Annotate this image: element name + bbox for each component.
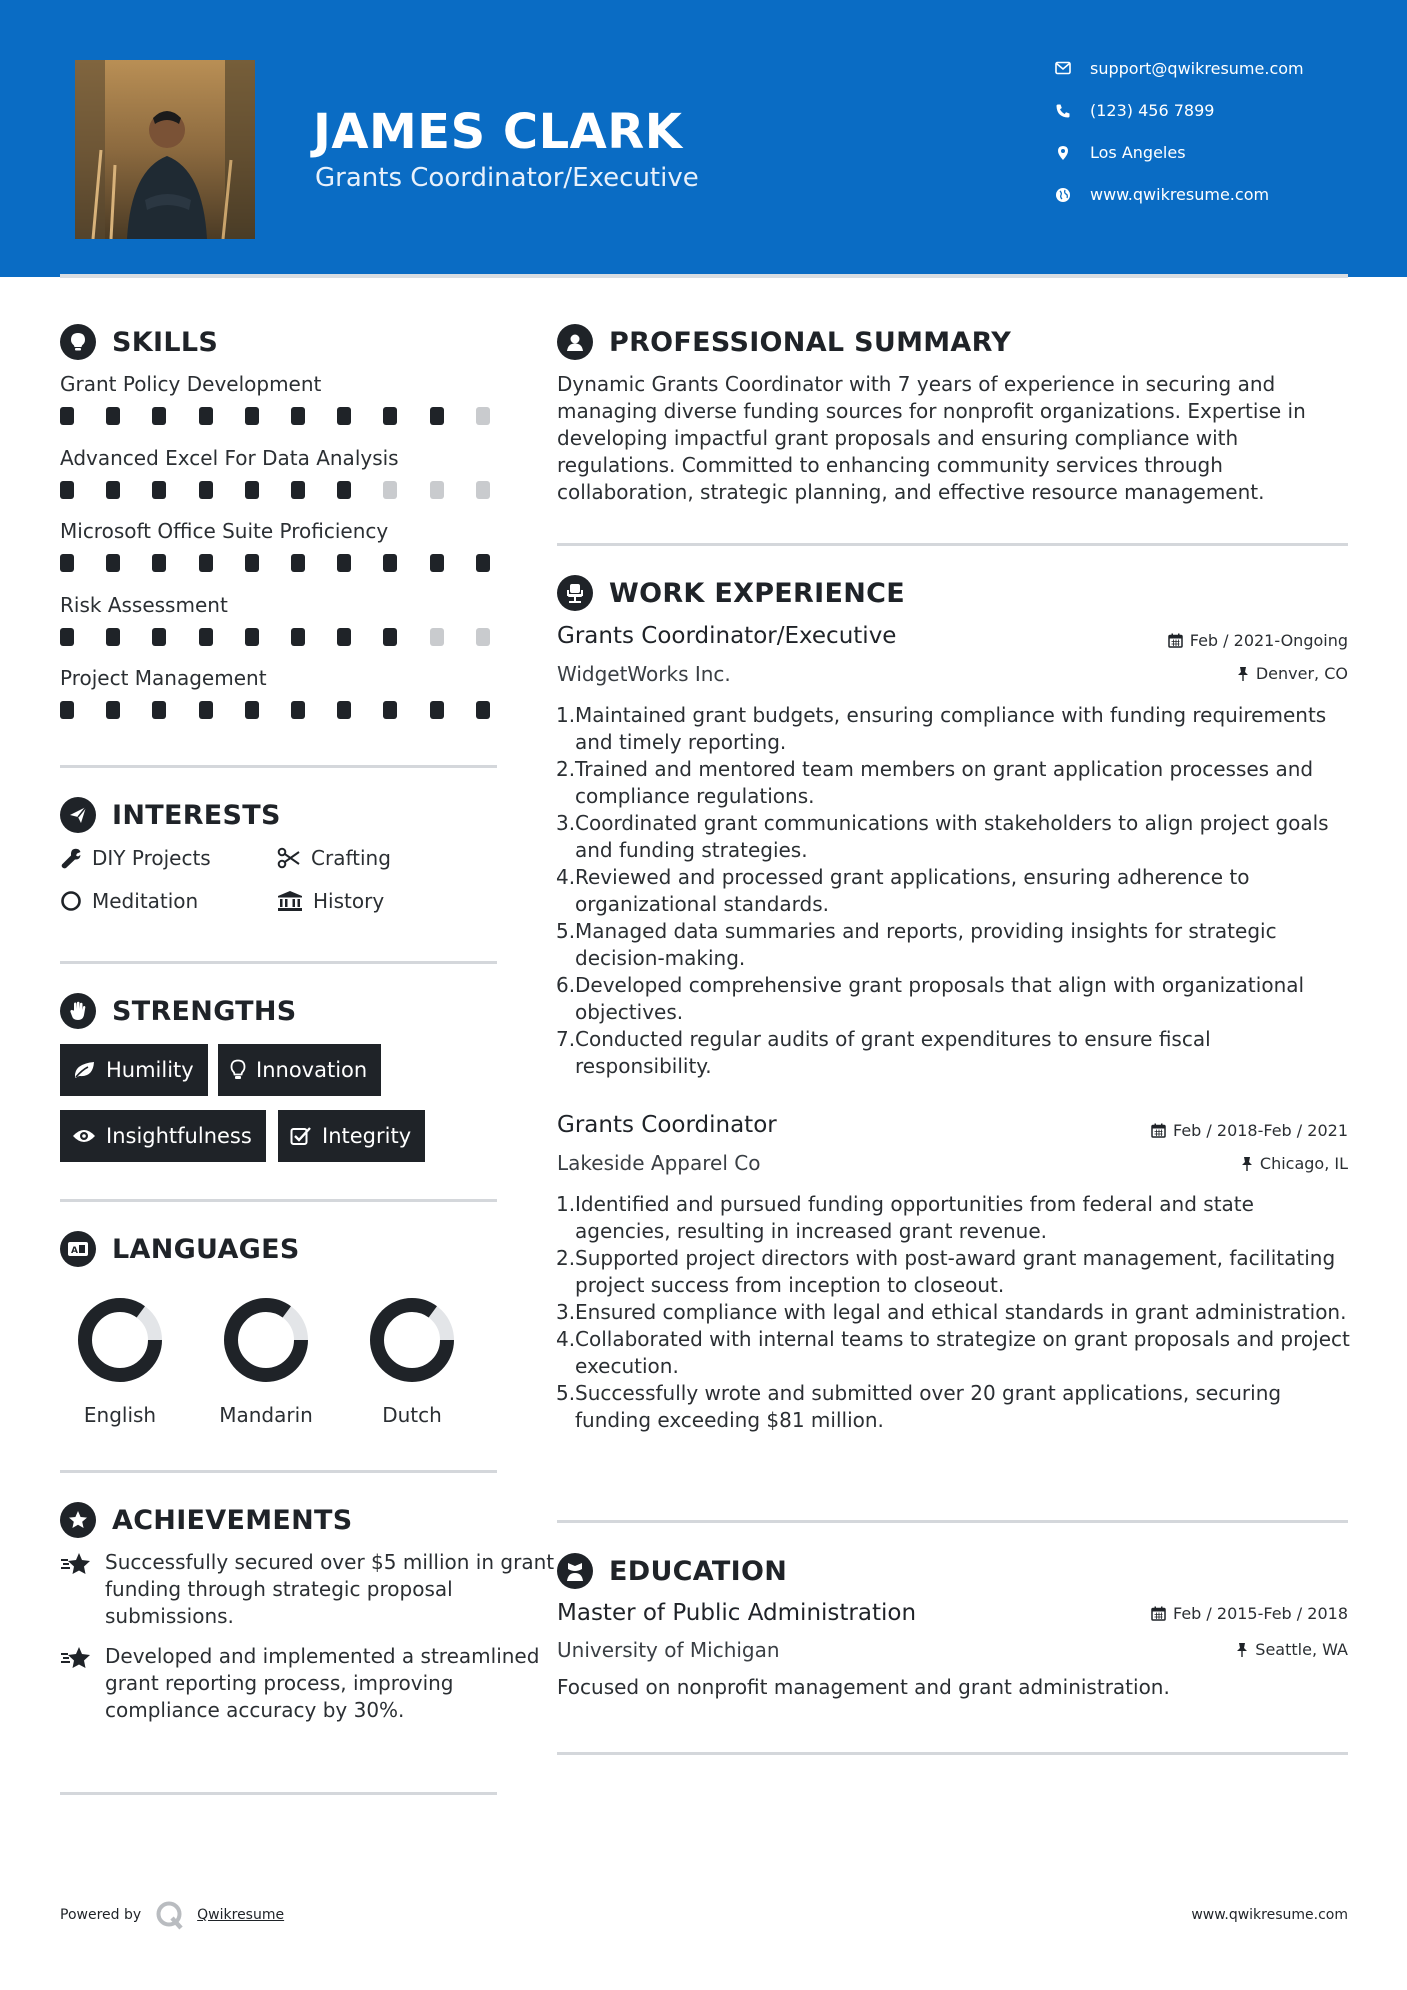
education-location (1236, 1640, 1348, 1659)
pushpin-icon (1237, 666, 1249, 681)
languages-divider (60, 1470, 497, 1473)
interests-heading-label: INTERESTS (112, 799, 281, 831)
skills-divider (60, 765, 497, 768)
language-name: English (83, 1403, 157, 1427)
skill-dot-filled (476, 554, 490, 572)
skill-dot-filled (106, 554, 120, 572)
skill-dot-filled (60, 701, 74, 719)
summary-heading-label: PROFESSIONAL SUMMARY (609, 326, 1012, 358)
contact-website-text[interactable]: www.qwikresume.com (1090, 185, 1270, 204)
job-title: Grants Coordinator (557, 1112, 777, 1138)
achievement-item (60, 1643, 540, 1758)
strength-tag (60, 1110, 266, 1162)
lightbulb-icon (230, 1059, 246, 1081)
duty-item: Collaborated with internal teams to strategize on grant proposals and project execution. (575, 1327, 1350, 1378)
skill-dot-filled (152, 701, 166, 719)
duty-item: Identified and pursued funding opportunities from federal and state agencies, resulting in increased grant revenue. (575, 1192, 1254, 1243)
job-company: WidgetWorks Inc. (557, 662, 731, 686)
duty-item: Maintained grant budgets, ensuring compliance with funding requirements and timely reporting. (575, 703, 1327, 754)
skill-dot-filled (106, 701, 120, 719)
language-donut (75, 1295, 165, 1385)
skill-dot-filled (291, 628, 305, 646)
achievements-heading (60, 1502, 353, 1538)
skill-dot-filled (152, 554, 166, 572)
achievements-heading-label: ACHIEVEMENTS (112, 1504, 353, 1536)
office-chair-icon (557, 575, 593, 611)
experience-heading-label: WORK EXPERIENCE (609, 577, 905, 609)
qwikresume-link[interactable]: Qwikresume (197, 1907, 285, 1923)
star-icon (60, 1551, 92, 1577)
duty-item: Conducted regular audits of grant expenditures to ensure fiscal responsibility. (575, 1027, 1211, 1078)
education-location-text: Seattle, WA (1255, 1640, 1348, 1659)
education-school: University of Michigan (557, 1638, 780, 1662)
job-location-text: Denver, CO (1255, 664, 1348, 683)
circle-icon (60, 890, 82, 912)
header-divider (60, 274, 1348, 278)
experience-divider (557, 1520, 1348, 1523)
duty-item: Managed data summaries and reports, providing insights for strategic decision-making. (575, 919, 1277, 970)
footer-powered-by (60, 1900, 284, 1930)
duty-item: Developed comprehensive grant proposals that align with organizational objectives. (575, 973, 1305, 1024)
job-company: Lakeside Apparel Co (557, 1151, 761, 1175)
skill-level-dots (60, 701, 500, 719)
phone-icon (1055, 103, 1071, 119)
interest-label: Crafting (311, 846, 391, 870)
interest-label: DIY Projects (92, 846, 211, 870)
experience-heading (557, 575, 905, 611)
job-dates (1168, 631, 1348, 650)
eye-icon (72, 1128, 96, 1144)
institution-icon (277, 890, 303, 912)
skill-dot-filled (476, 701, 490, 719)
language-name: Dutch (382, 1403, 442, 1427)
job-duties (557, 1191, 1352, 1434)
skill-dot-empty (476, 407, 490, 425)
skill-level-dots (60, 628, 500, 646)
strength-label: Insightfulness (106, 1124, 252, 1148)
strength-tag (60, 1044, 208, 1096)
language-donut (221, 1295, 311, 1385)
skill-dot-empty (430, 628, 444, 646)
pushpin-icon (1236, 1642, 1248, 1657)
education-heading (557, 1553, 787, 1589)
scissors-icon (277, 847, 301, 869)
globe-icon (1055, 187, 1071, 203)
interest-item (277, 846, 391, 870)
interest-item (60, 846, 211, 870)
skills-heading (60, 324, 218, 360)
contact-phone-text[interactable]: (123) 456 7899 (1090, 101, 1215, 120)
user-icon (557, 324, 593, 360)
powered-by-label: Powered by (60, 1907, 142, 1923)
skill-name: Project Management (60, 666, 267, 690)
skills-heading-label: SKILLS (112, 326, 219, 358)
skill-level-dots (60, 554, 500, 572)
skill-dot-filled (245, 554, 259, 572)
language-donut (367, 1295, 457, 1385)
education-degree: Master of Public Administration (557, 1600, 917, 1626)
skill-dot-filled (291, 701, 305, 719)
skill-dot-filled (430, 701, 444, 719)
strength-tag (278, 1110, 425, 1162)
language-item (367, 1295, 457, 1435)
hand-icon (60, 993, 96, 1029)
skill-dot-filled (152, 407, 166, 425)
languages-heading-label: LANGUAGES (112, 1233, 300, 1265)
skill-dot-filled (245, 701, 259, 719)
footer-site[interactable]: www.qwikresume.com (1191, 1907, 1348, 1923)
skill-name: Risk Assessment (60, 592, 228, 617)
skill-dot-filled (337, 407, 351, 425)
skill-dot-filled (199, 481, 213, 499)
map-pin-icon (1055, 145, 1071, 161)
skill-dot-filled (106, 628, 120, 646)
skill-dot-filled (60, 628, 74, 646)
skill-dot-filled (60, 554, 74, 572)
skill-dot-empty (476, 481, 490, 499)
education-divider (557, 1752, 1348, 1755)
strengths-heading-label: STRENGTHS (112, 995, 297, 1027)
skill-dot-filled (245, 407, 259, 425)
skill-dot-filled (152, 628, 166, 646)
skill-dot-filled (337, 554, 351, 572)
skill-dot-filled (106, 407, 120, 425)
envelope-icon (1055, 61, 1071, 75)
leaf-icon (72, 1060, 96, 1080)
contact-location-text: Los Angeles (1090, 143, 1186, 162)
calendar-icon (1151, 1123, 1166, 1138)
skill-dot-empty (476, 628, 490, 646)
skill-dot-filled (199, 628, 213, 646)
candidate-title: Grants Coordinator/Executive (315, 163, 699, 193)
skill-dot-filled (152, 481, 166, 499)
skill-dot-filled (337, 701, 351, 719)
skill-dot-filled (245, 628, 259, 646)
skill-dot-filled (291, 407, 305, 425)
skill-name: Advanced Excel For Data Analysis (60, 445, 399, 470)
strengths-heading (60, 993, 297, 1029)
duty-item: Ensured compliance with legal and ethical standards in grant administration. (575, 1300, 1347, 1324)
duty-item: Reviewed and processed grant applications, ensuring adherence to organizational standards. (575, 865, 1250, 916)
skill-name: Microsoft Office Suite Proficiency (60, 519, 389, 543)
education-heading-label: EDUCATION (609, 1555, 788, 1587)
skill-dot-empty (383, 481, 397, 499)
education-dates (1151, 1604, 1348, 1623)
skill-dot-filled (383, 407, 397, 425)
check-square-icon (290, 1126, 312, 1146)
job-duties (557, 702, 1352, 1080)
contact-email-text[interactable]: support@qwikresume.com (1090, 59, 1304, 78)
duty-item: Successfully wrote and submitted over 20 grant applications, securing funding exceeding $81 million. (575, 1381, 1282, 1432)
calendar-icon (1168, 633, 1183, 648)
svg-text:A: A (71, 1246, 78, 1256)
achievement-item (60, 1549, 555, 1634)
summary-heading (557, 324, 1011, 360)
strength-tag (218, 1044, 381, 1096)
language-item (75, 1295, 165, 1435)
job-dates-text: Feb / 2018-Feb / 2021 (1173, 1121, 1348, 1140)
skill-dot-filled (337, 628, 351, 646)
job-location (1241, 1154, 1348, 1173)
skill-name: Grant Policy Development (60, 372, 322, 396)
interest-item (277, 889, 384, 913)
wrench-icon (60, 847, 82, 869)
graduate-icon (557, 1553, 593, 1589)
skill-level-dots (60, 481, 500, 499)
skill-dot-filled (383, 701, 397, 719)
job-dates-text: Feb / 2021-Ongoing (1189, 631, 1348, 650)
duty-item: Supported project directors with post-award grant management, facilitating project success from inception to closeout. (575, 1246, 1336, 1297)
star-icon (60, 1645, 92, 1671)
language-name: Mandarin (219, 1403, 313, 1427)
achievements-divider (60, 1792, 497, 1795)
language-item (221, 1295, 311, 1435)
star-badge-icon (60, 1502, 96, 1538)
profile-photo (75, 60, 255, 239)
skill-dot-filled (199, 701, 213, 719)
pushpin-icon (1241, 1156, 1253, 1171)
strengths-divider (60, 1199, 497, 1202)
interest-item (60, 889, 198, 913)
achievement-text: Successfully secured over $5 million in grant funding through strategic proposal submissions. (105, 1550, 555, 1628)
skill-dot-filled (291, 481, 305, 499)
paper-plane-icon (60, 797, 96, 833)
qwikresume-logo-icon (155, 1900, 187, 1930)
skill-dot-filled (60, 407, 74, 425)
calendar-icon (1151, 1606, 1166, 1621)
languages-heading (60, 1231, 300, 1267)
skill-dot-filled (337, 481, 351, 499)
skill-dot-filled (60, 481, 74, 499)
interest-label: History (313, 889, 385, 913)
education-dates-text: Feb / 2015-Feb / 2018 (1173, 1604, 1348, 1623)
strength-label: Innovation (256, 1058, 368, 1082)
candidate-name: JAMES CLARK (313, 104, 683, 160)
education-description: Focused on nonprofit management and grant administration. (557, 1675, 1170, 1699)
strength-label: Humility (106, 1058, 194, 1082)
interest-label: Meditation (92, 889, 199, 913)
skill-dot-filled (291, 554, 305, 572)
job-title: Grants Coordinator/Executive (557, 623, 897, 649)
skill-dot-filled (245, 481, 259, 499)
skill-dot-filled (383, 628, 397, 646)
language-icon (60, 1231, 96, 1267)
interests-heading (60, 797, 281, 833)
skill-dot-filled (199, 554, 213, 572)
skill-dot-filled (430, 407, 444, 425)
achievement-text: Developed and implemented a streamlined grant reporting process, improving compliance accuracy by 30%. (105, 1644, 540, 1722)
skill-level-dots (60, 407, 500, 425)
interests-divider (60, 961, 497, 964)
summary-divider (557, 543, 1348, 546)
header-banner (0, 0, 1407, 277)
strength-label: Integrity (322, 1124, 412, 1148)
job-dates (1151, 1121, 1348, 1140)
duty-item: Trained and mentored team members on grant application processes and compliance regulations. (575, 757, 1314, 808)
skill-dot-filled (383, 554, 397, 572)
lightbulb-icon (60, 324, 96, 360)
job-location (1237, 664, 1348, 683)
skill-dot-empty (430, 481, 444, 499)
skill-dot-filled (430, 554, 444, 572)
job-location-text: Chicago, IL (1259, 1154, 1348, 1173)
skill-dot-filled (199, 407, 213, 425)
duty-item: Coordinated grant communications with stakeholders to align project goals and funding strategies. (575, 811, 1329, 862)
skill-dot-filled (106, 481, 120, 499)
summary-text: Dynamic Grants Coordinator with 7 years of experience in securing and managing diverse funding sources for nonprofit organizations. Expertise in developing impactful grant proposals and ensuring compliance with regulations. Committed to enhancing community services through collaboration, strategic planning, and effective resource management. (557, 372, 1306, 504)
